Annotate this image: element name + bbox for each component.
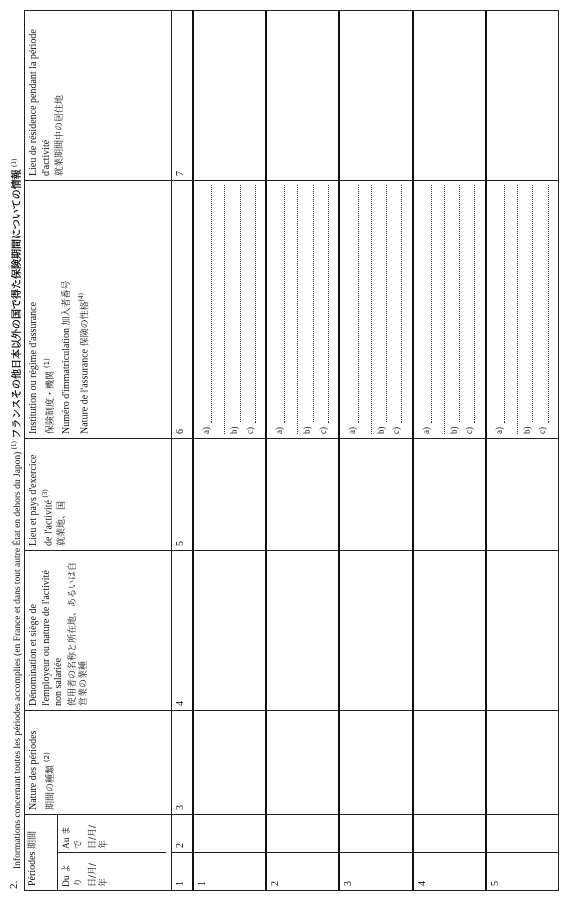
residence-cell[interactable] (266, 11, 339, 181)
au-label-fr: Au (62, 837, 72, 849)
au-cell[interactable] (339, 815, 412, 853)
nature-periods-jp: 期間の種類 (45, 764, 56, 810)
institution-header (25, 181, 172, 439)
sub-label-b: b) (375, 426, 386, 434)
table-row (486, 11, 559, 891)
column-number: 1 (172, 853, 194, 891)
sub-label-b: b) (448, 426, 459, 434)
table-row (339, 11, 412, 891)
section-title-jp: フランスその他日本以外の国で得た保険期間についての情報 (12, 169, 23, 439)
employer-cell[interactable] (266, 551, 339, 711)
residence-jp: 就業期間中の居住地 (55, 94, 65, 176)
lieu-pays-cell[interactable] (486, 439, 559, 551)
column-number: 7 (172, 11, 194, 181)
sub-label-c: c) (537, 427, 548, 434)
du-label-fr: Du (62, 875, 72, 887)
table-row (193, 11, 266, 891)
nature-periods-header (25, 711, 172, 815)
section-title (8, 159, 23, 869)
employer-cell[interactable] (193, 551, 266, 711)
lieu-pays-fr: Lieu et pays d'exercice de l'activité (28, 454, 54, 546)
nature-assurance-jp: 保険の性格 (80, 301, 91, 347)
column-number: 6 (172, 181, 194, 439)
column-number: 5 (172, 439, 194, 551)
lieu-pays-cell[interactable] (339, 439, 412, 551)
du-date-format: 日/月/年 (87, 862, 109, 887)
institution-sup: (1) (42, 358, 51, 369)
au-cell[interactable] (413, 815, 486, 853)
sub-label-c: c) (390, 427, 401, 434)
residence-fr: Lieu de résidence pendant la période d'activité (28, 29, 52, 176)
periods-table (24, 10, 559, 891)
au-label-jp: まで (62, 825, 84, 849)
sub-label-a: a) (201, 427, 211, 434)
immatriculation-fr: Numéro d'immatriculation (60, 328, 72, 434)
column-number: 4 (172, 551, 194, 711)
sub-label-b: b) (229, 426, 240, 434)
nature-periods-sup: (2) (42, 752, 51, 763)
lieu-pays-cell[interactable] (266, 439, 339, 551)
lieu-pays-header (25, 439, 172, 551)
au-cell[interactable] (486, 815, 559, 853)
employer-cell[interactable] (339, 551, 412, 711)
employer-cell[interactable] (413, 551, 486, 711)
lieu-pays-cell[interactable] (193, 439, 266, 551)
institution-cell[interactable] (486, 181, 559, 439)
institution-fr: Institution ou régime d'assurance (28, 301, 39, 434)
section-title-jp-sup: (1) (9, 158, 18, 167)
au-header (58, 815, 166, 852)
nature-periods-cell[interactable] (339, 711, 412, 815)
au-cell[interactable] (193, 815, 266, 853)
sub-label-c: c) (244, 427, 255, 434)
residence-cell[interactable] (486, 11, 559, 181)
residence-header (25, 11, 172, 181)
du-label-jp: より (62, 863, 84, 887)
section-title-fr: Informations concernant toutes les périodes accomplies (en France et dans tout autre État en dehors du Japon) (13, 451, 23, 869)
periods-header-cell (25, 815, 172, 891)
institution-jp: 保険制度・機関 (45, 370, 56, 434)
column-number: 3 (172, 711, 194, 815)
au-cell[interactable] (266, 815, 339, 853)
au-date-format: 日/月/年 (87, 824, 109, 849)
employer-fr: Dénomination et siège de l'employeur ou nature de l'activité non salariée (28, 570, 64, 706)
periods-label-jp: 期間 (28, 831, 38, 850)
residence-cell[interactable] (339, 11, 412, 181)
section-title-fr-sup: (1) (9, 441, 18, 450)
nature-periods-cell[interactable] (486, 711, 559, 815)
sub-label-a: a) (420, 427, 431, 434)
column-number: 2 (172, 815, 194, 853)
nature-periods-cell[interactable] (413, 711, 486, 815)
institution-cell[interactable] (339, 181, 412, 439)
sub-label-c: c) (317, 427, 328, 434)
residence-cell[interactable] (413, 11, 486, 181)
employer-header (25, 551, 172, 711)
institution-cell[interactable] (413, 181, 486, 439)
row-number: 5 (486, 853, 559, 891)
row-number: 2 (266, 853, 339, 891)
employer-jp: 使用者の名称と所在地、あるいは自営業の業種 (67, 561, 89, 706)
row-number: 3 (339, 853, 412, 891)
residence-cell[interactable] (193, 11, 266, 181)
table-row (266, 11, 339, 891)
institution-cell[interactable] (266, 181, 339, 439)
row-number: 4 (413, 853, 486, 891)
lieu-pays-cell[interactable] (413, 439, 486, 551)
nature-periods-cell[interactable] (193, 711, 266, 815)
sub-label-b: b) (302, 426, 313, 434)
nature-assurance-sup: (4) (77, 293, 86, 302)
column-number-row (172, 11, 194, 891)
sub-label-a: a) (347, 427, 358, 434)
section-header (6, 0, 26, 897)
periods-label-fr: Périodes (27, 851, 38, 886)
du-header (58, 852, 166, 890)
nature-assurance-fr: Nature de l'assurance (79, 348, 91, 434)
institution-cell[interactable] (193, 181, 266, 439)
row-number: 1 (193, 853, 266, 891)
nature-periods-fr: Nature des périodes (28, 730, 39, 810)
section-number: 2. (8, 880, 20, 889)
table-row (413, 11, 486, 891)
immatriculation-jp: 加入者番号 (61, 280, 72, 326)
sub-label-c: c) (464, 427, 475, 434)
lieu-pays-jp: 就業地、国 (57, 500, 68, 546)
nature-periods-cell[interactable] (266, 711, 339, 815)
lieu-pays-sup: (3) (40, 489, 49, 498)
sub-label-a: a) (493, 427, 504, 434)
sub-label-b: b) (522, 426, 533, 434)
sub-label-a: a) (274, 427, 285, 434)
employer-cell[interactable] (486, 551, 559, 711)
